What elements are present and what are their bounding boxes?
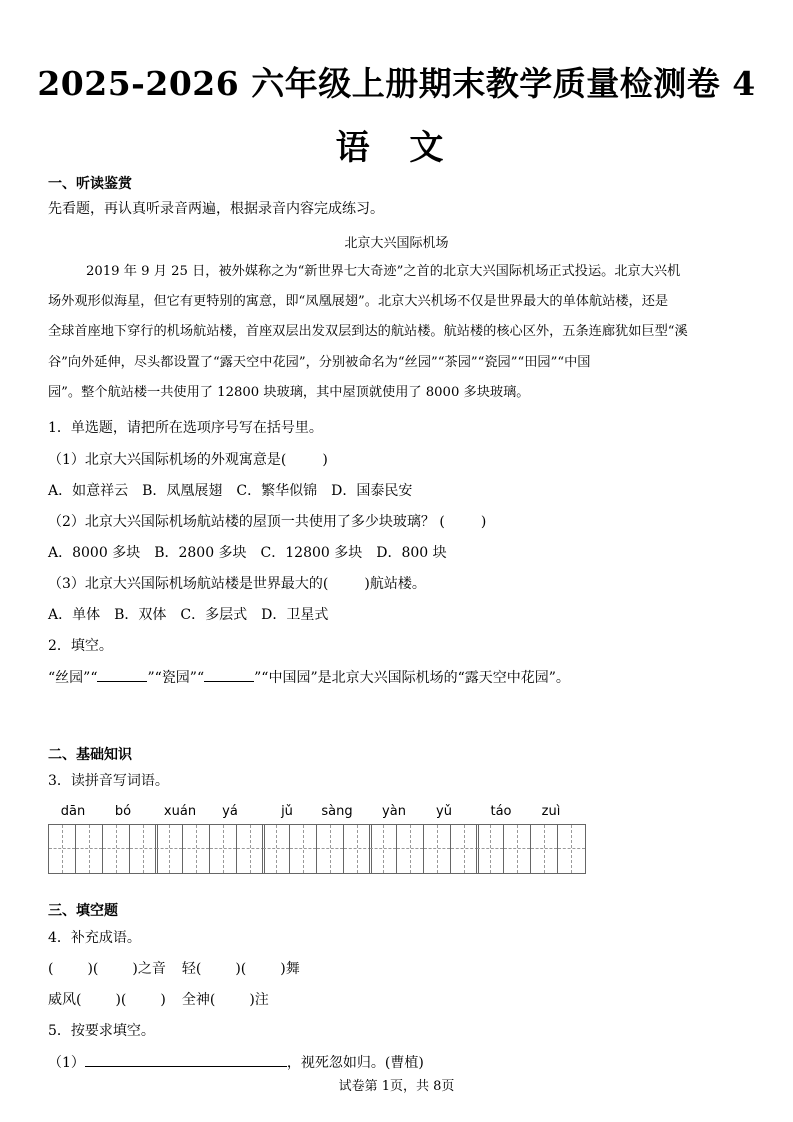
idiom-text: )注 xyxy=(249,992,269,1008)
passage-line: 园”。整个航站楼一共使用了 12800 块玻璃，其中屋顶就使用了 8000 多块玻璃。 xyxy=(48,385,530,400)
question-2-fill xyxy=(48,667,570,688)
pinyin-label: jǔ xyxy=(281,804,293,819)
pinyin-label: bó xyxy=(114,804,132,819)
pinyin-label: yǔ xyxy=(436,804,452,819)
writing-grid[interactable] xyxy=(262,824,372,874)
writing-grid[interactable] xyxy=(48,824,158,874)
pinyin-label: yàn xyxy=(382,804,406,819)
pinyin-label: yá xyxy=(222,804,238,819)
pinyin-label: zuì xyxy=(541,804,561,819)
fill-blank[interactable] xyxy=(204,667,254,682)
question-text: （2）北京大兴国际机场航站楼的屋顶一共使用了多少块玻璃？ ( xyxy=(48,514,445,530)
question-text: （1） xyxy=(48,1055,85,1071)
question-text: ) xyxy=(480,514,487,530)
question-1-2 xyxy=(48,512,486,532)
writing-grid[interactable] xyxy=(155,824,265,874)
poem-blank[interactable] xyxy=(85,1052,287,1067)
idiom-text: 威风( xyxy=(48,992,82,1008)
idiom-text: )( xyxy=(235,961,247,977)
question-1-2-options: A．8000 多块 B．2800 多块 C．12800 多块 D．800 块 xyxy=(48,545,447,561)
fill-blank[interactable] xyxy=(97,667,147,682)
question-1-1-options: A．如意祥云 B．凤凰展翅 C．繁华似锦 D．国泰民安 xyxy=(48,483,413,499)
section-heading-fill: 三、填空题 xyxy=(48,903,118,919)
fill-text: ”“瓷园”“ xyxy=(147,670,205,686)
passage-line: 全球首座地下穿行的机场航站楼，首座双层出发双层到达的航站楼。航站楼的核心区外，五条连廊犹如巨型“溪 xyxy=(48,324,688,339)
idiom-line-2 xyxy=(48,990,269,1010)
idiom-text: ) xyxy=(160,992,166,1008)
question-1-stem: 1．单选题，请把所在选项序号写在括号里。 xyxy=(48,420,323,436)
question-4-stem: 4．补充成语。 xyxy=(48,930,141,946)
pinyin-label: xuán xyxy=(163,804,197,819)
passage-line: 谷”向外延伸，尽头都设置了“露天空中花园”，分别被命名为“丝园”“茶园”“瓷园”“田园”“中国 xyxy=(48,355,591,370)
fill-text: ”“中国园”是北京大兴国际机场的“露天空中花园”。 xyxy=(254,670,570,686)
question-text: ) xyxy=(322,452,328,468)
page-footer: 试卷第 1页，共 8页 xyxy=(338,1079,455,1094)
question-text: )航站楼。 xyxy=(364,576,426,592)
question-5-stem: 5．按要求填空。 xyxy=(48,1023,155,1039)
question-3-stem: 3．读拼音写词语。 xyxy=(48,773,169,789)
idiom-text: )舞 xyxy=(280,961,300,977)
listening-instruction: 先看题，再认真听录音两遍，根据录音内容完成练习。 xyxy=(48,201,384,217)
subject-title: 语 文 xyxy=(335,128,458,168)
question-text: ，视死忽如归。(曹植) xyxy=(286,1055,424,1071)
writing-grid[interactable] xyxy=(369,824,479,874)
question-1-3 xyxy=(48,574,426,594)
passage-title: 北京大兴国际机场 xyxy=(344,236,449,251)
idiom-text: 全神( xyxy=(181,992,216,1008)
idiom-text: )( xyxy=(87,961,99,977)
idiom-line-1 xyxy=(48,959,300,979)
passage-line: 2019 年 9 月 25 日，被外媒称之为“新世界七大奇迹”之首的北京大兴国际机场正式投运。北京大兴机 xyxy=(86,264,681,279)
pinyin-label: táo xyxy=(490,804,512,819)
section-heading-listening: 一、听读鉴赏 xyxy=(48,176,132,192)
exam-title: 2025-2026 六年级上册期末教学质量检测卷 4 xyxy=(37,64,756,103)
writing-grid[interactable] xyxy=(476,824,586,874)
fill-text: “丝园”“ xyxy=(48,670,98,686)
question-text: （1）北京大兴国际机场的外观寓意是( xyxy=(48,452,287,468)
question-1-1 xyxy=(48,450,328,470)
pinyin-label: dān xyxy=(60,804,86,819)
question-text: （3）北京大兴国际机场航站楼是世界最大的( xyxy=(48,576,329,592)
question-1-3-options: A．单体 B．双体 C．多层式 D．卫星式 xyxy=(48,607,329,623)
question-5-1 xyxy=(48,1052,424,1073)
pinyin-label: sàng xyxy=(321,804,353,819)
idiom-text: ( xyxy=(48,961,54,977)
section-heading-basics: 二、基础知识 xyxy=(48,747,132,763)
question-2-stem: 2．填空。 xyxy=(48,638,113,654)
idiom-text: )之音 xyxy=(132,961,166,977)
idiom-text: )( xyxy=(115,992,127,1008)
idiom-text: 轻( xyxy=(181,961,202,977)
passage-line: 场外观形似海星，但它有更特别的寓意，即“凤凰展翅”。北京大兴机场不仅是世界最大的单体航站楼，还是 xyxy=(48,294,669,309)
